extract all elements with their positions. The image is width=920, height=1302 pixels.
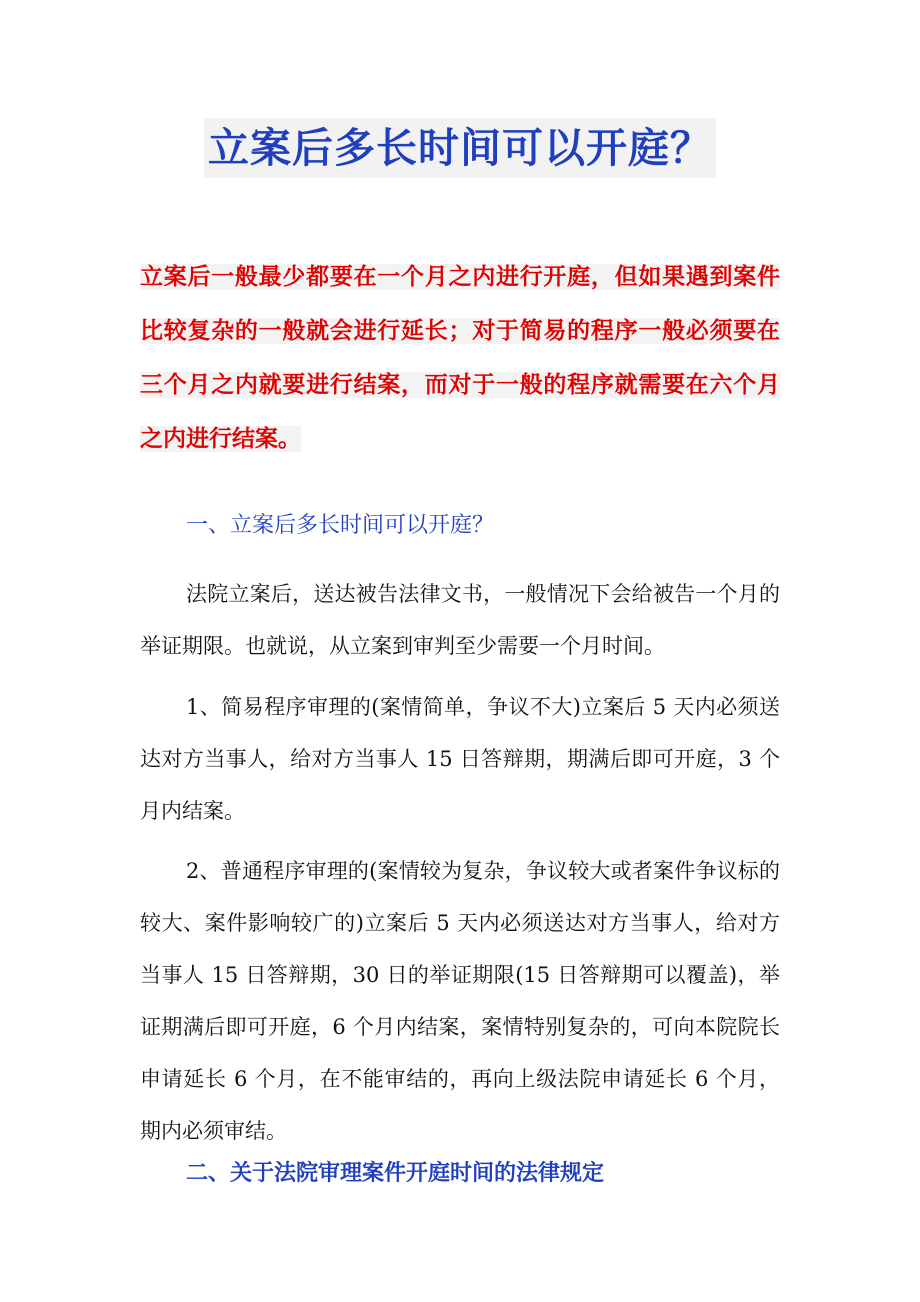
page-title: 立案后多长时间可以开庭？ (204, 118, 716, 178)
body-paragraph-2: 1、简易程序审理的(案情简单，争议不大)立案后 5 天内必须送达对方当事人，给对方当事人 15 日答辩期，期满后即可开庭，3 个月内结案。 (140, 695, 780, 823)
summary-text: 立案后一般最少都要在一个月之内进行开庭，但如果遇到案件比较复杂的一般就会进行延长；对于简易的程序一般必须要在三个月之内就要进行结案，而对于一般的程序就需要在六个月之内进行结案。 (140, 264, 780, 452)
title-container (0, 118, 920, 178)
summary-paragraph (140, 250, 780, 466)
body-paragraph-1: 法院立案后，送达被告法律文书，一般情况下会给被告一个月的举证期限。也就说，从立案到审判至少需要一个月时间。 (140, 582, 780, 658)
section-heading-1: 一、立案后多长时间可以开庭？ (186, 513, 495, 538)
body-paragraph-3: 2、普通程序审理的(案情较为复杂，争议较大或者案件争议标的较大、案件影响较广的)立案后 5 天内必须送达对方当事人，给对方当事人 15 日答辩期，30 日的举证期限(15 日答辩期可以覆盖)，举证期满后即可开庭，6 个月内结案，案情特别复杂的，可向本院院长申请延长 6 个月，在不能审结的，再向上级法院申请延长 6 个月，期内必须审结。 (140, 859, 780, 1143)
section-heading-2: 二、关于法院审理案件开庭时间的法律规定 (186, 1161, 605, 1186)
